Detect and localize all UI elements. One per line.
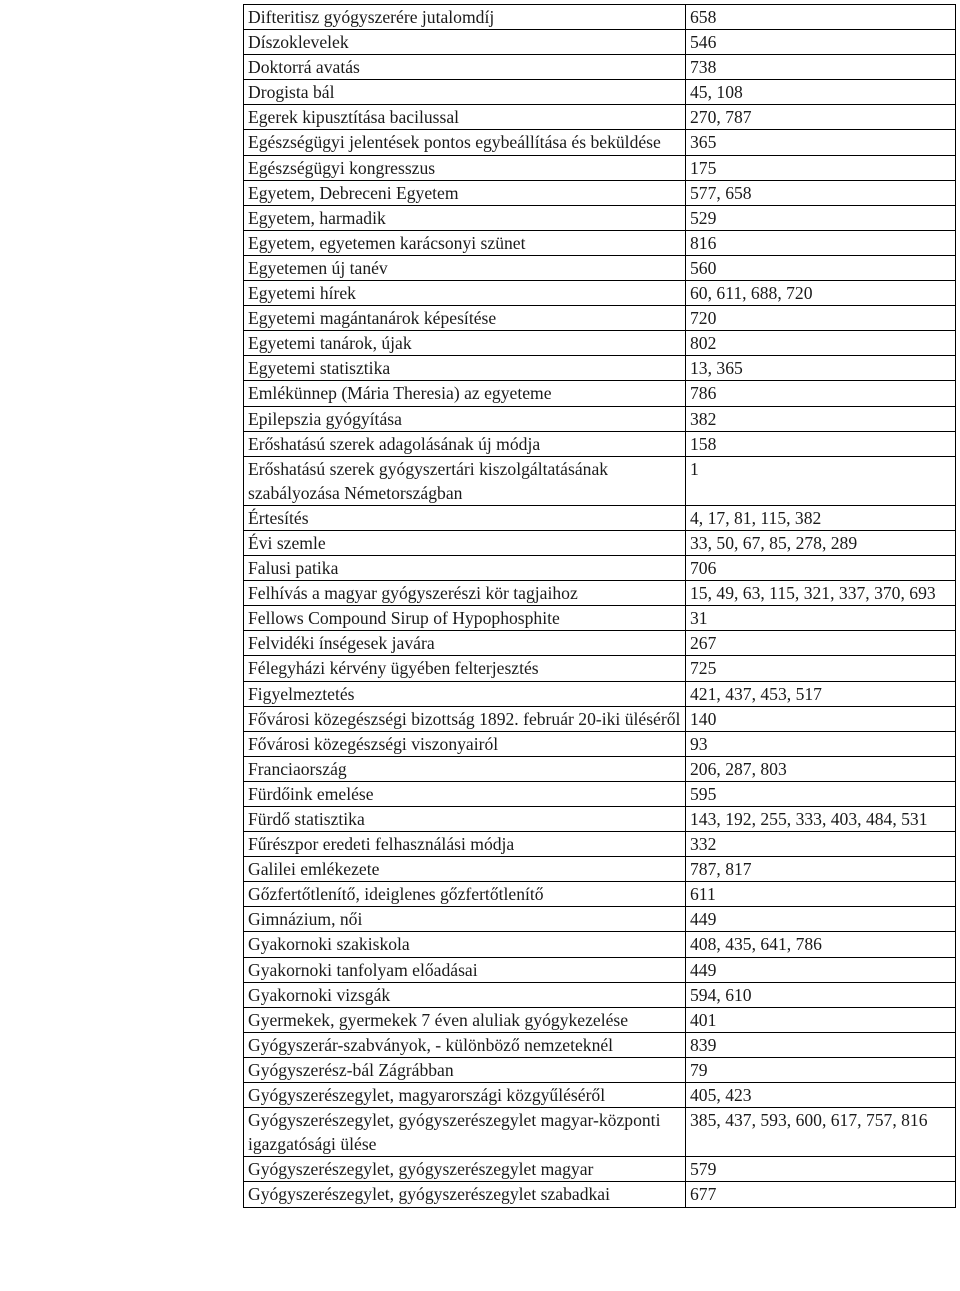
index-term: Franciaország [244, 756, 686, 781]
index-term: Egyetemi tanárok, újak [244, 331, 686, 356]
index-page-numbers: 839 [686, 1032, 956, 1057]
table-row [244, 205, 956, 230]
index-term: Fellows Compound Sirup of Hypophosphite [244, 606, 686, 631]
index-page-numbers: 267 [686, 631, 956, 656]
index-page-numbers: 725 [686, 656, 956, 681]
index-term: Gyógyszerészegylet, gyógyszerészegylet magyar-központi igazgatósági ülése [244, 1108, 686, 1157]
index-term: Felhívás a magyar gyógyszerészi kör tagjaihoz [244, 581, 686, 606]
index-page-numbers: 738 [686, 55, 956, 80]
index-term: Doktorrá avatás [244, 55, 686, 80]
index-term: Emlékünnep (Mária Theresia) az egyeteme [244, 381, 686, 406]
index-term: Erőshatású szerek adagolásának új módja [244, 431, 686, 456]
table-row [244, 1182, 956, 1207]
index-term: Gyógyszerészegylet, gyógyszerészegylet szabadkai [244, 1182, 686, 1207]
table-row [244, 530, 956, 555]
index-term: Fővárosi közegészségi viszonyairól [244, 731, 686, 756]
index-page-numbers: 595 [686, 781, 956, 806]
index-term: Egerek kipusztítása bacilussal [244, 105, 686, 130]
index-term: Fürdő statisztika [244, 807, 686, 832]
index-page-numbers: 449 [686, 907, 956, 932]
index-term: Gyakornoki vizsgák [244, 982, 686, 1007]
index-term: Egyetemen új tanév [244, 255, 686, 280]
index-page-numbers: 421, 437, 453, 517 [686, 681, 956, 706]
table-row [244, 180, 956, 205]
table-row [244, 1057, 956, 1082]
table-row [244, 230, 956, 255]
index-page-numbers: 365 [686, 130, 956, 155]
index-term: Felvidéki ínségesek javára [244, 631, 686, 656]
table-row [244, 255, 956, 280]
index-term: Galilei emlékezete [244, 857, 686, 882]
index-page-numbers: 143, 192, 255, 333, 403, 484, 531 [686, 807, 956, 832]
index-page-numbers: 816 [686, 230, 956, 255]
table-row [244, 105, 956, 130]
index-term: Gyermekek, gyermekek 7 éven aluliak gyógykezelése [244, 1007, 686, 1032]
table-row [244, 356, 956, 381]
table-row [244, 406, 956, 431]
index-term: Egyetem, Debreceni Egyetem [244, 180, 686, 205]
table-row [244, 331, 956, 356]
index-page-numbers: 60, 611, 688, 720 [686, 281, 956, 306]
table-row [244, 30, 956, 55]
index-term: Gyógyszerész-bál Zágrábban [244, 1057, 686, 1082]
table-row [244, 456, 956, 505]
index-term: Értesítés [244, 505, 686, 530]
index-page-numbers: 140 [686, 706, 956, 731]
index-page-numbers: 577, 658 [686, 180, 956, 205]
index-term: Fővárosi közegészségi bizottság 1892. február 20-iki üléséről [244, 706, 686, 731]
table-row [244, 681, 956, 706]
index-page-numbers: 786 [686, 381, 956, 406]
table-row [244, 832, 956, 857]
index-term: Egyetemi hírek [244, 281, 686, 306]
index-table [243, 4, 956, 1208]
table-row [244, 1083, 956, 1108]
index-term: Gyakornoki tanfolyam előadásai [244, 957, 686, 982]
index-page-numbers: 31 [686, 606, 956, 631]
index-term: Drogista bál [244, 80, 686, 105]
table-row [244, 807, 956, 832]
table-row [244, 80, 956, 105]
index-term: Erőshatású szerek gyógyszertári kiszolgáltatásának szabályozása Németországban [244, 456, 686, 505]
table-row [244, 55, 956, 80]
table-row [244, 656, 956, 681]
table-row [244, 505, 956, 530]
index-page-numbers: 206, 287, 803 [686, 756, 956, 781]
index-page-numbers: 720 [686, 306, 956, 331]
table-row [244, 1007, 956, 1032]
index-term: Egészségügyi kongresszus [244, 155, 686, 180]
index-page-numbers: 449 [686, 957, 956, 982]
table-row [244, 781, 956, 806]
index-page-numbers: 385, 437, 593, 600, 617, 757, 816 [686, 1108, 956, 1157]
table-row [244, 857, 956, 882]
table-row [244, 1108, 956, 1157]
table-row [244, 606, 956, 631]
index-page-numbers: 270, 787 [686, 105, 956, 130]
table-row [244, 5, 956, 30]
index-page-numbers: 560 [686, 255, 956, 280]
index-term: Félegyházi kérvény ügyében felterjesztés [244, 656, 686, 681]
index-page-numbers: 45, 108 [686, 80, 956, 105]
table-row [244, 581, 956, 606]
index-page-numbers: 706 [686, 556, 956, 581]
index-page-numbers: 175 [686, 155, 956, 180]
table-row [244, 1032, 956, 1057]
index-term: Figyelmeztetés [244, 681, 686, 706]
index-page-numbers: 579 [686, 1157, 956, 1182]
index-page-numbers: 611 [686, 882, 956, 907]
index-term: Egyetemi statisztika [244, 356, 686, 381]
index-term: Fürdőink emelése [244, 781, 686, 806]
index-page-numbers: 15, 49, 63, 115, 321, 337, 370, 693 [686, 581, 956, 606]
index-page-numbers: 401 [686, 1007, 956, 1032]
index-term: Gimnázium, női [244, 907, 686, 932]
index-page-numbers: 33, 50, 67, 85, 278, 289 [686, 530, 956, 555]
table-row [244, 130, 956, 155]
index-page-numbers: 677 [686, 1182, 956, 1207]
index-page-numbers: 93 [686, 731, 956, 756]
index-term: Gyógyszerár-szabványok, - különböző nemzeteknél [244, 1032, 686, 1057]
index-page-numbers: 158 [686, 431, 956, 456]
index-term: Fűrészpor eredeti felhasználási módja [244, 832, 686, 857]
table-row [244, 1157, 956, 1182]
index-page-numbers: 1 [686, 456, 956, 505]
index-page-numbers: 79 [686, 1057, 956, 1082]
index-term: Difteritisz gyógyszerére jutalomdíj [244, 5, 686, 30]
index-term: Egyetem, harmadik [244, 205, 686, 230]
index-page-numbers: 658 [686, 5, 956, 30]
table-row [244, 907, 956, 932]
table-row [244, 882, 956, 907]
index-page-numbers: 787, 817 [686, 857, 956, 882]
index-term: Gyakornoki szakiskola [244, 932, 686, 957]
table-row [244, 706, 956, 731]
table-row [244, 281, 956, 306]
index-page-numbers: 332 [686, 832, 956, 857]
index-term: Gyógyszerészegylet, gyógyszerészegylet magyar [244, 1157, 686, 1182]
table-row [244, 155, 956, 180]
index-term: Egészségügyi jelentések pontos egybeállítása és beküldése [244, 130, 686, 155]
index-term: Díszoklevelek [244, 30, 686, 55]
table-row [244, 431, 956, 456]
index-term: Epilepszia gyógyítása [244, 406, 686, 431]
index-page-numbers: 4, 17, 81, 115, 382 [686, 505, 956, 530]
table-row [244, 982, 956, 1007]
index-term: Egyetem, egyetemen karácsonyi szünet [244, 230, 686, 255]
table-row [244, 756, 956, 781]
index-term: Egyetemi magántanárok képesítése [244, 306, 686, 331]
index-page-numbers: 405, 423 [686, 1083, 956, 1108]
index-term: Gyógyszerészegylet, magyarországi közgyűléséről [244, 1083, 686, 1108]
index-page-numbers: 13, 365 [686, 356, 956, 381]
index-page-numbers: 382 [686, 406, 956, 431]
table-row [244, 381, 956, 406]
index-page-numbers: 594, 610 [686, 982, 956, 1007]
index-page-numbers: 802 [686, 331, 956, 356]
table-row [244, 631, 956, 656]
table-row [244, 957, 956, 982]
index-page-numbers: 408, 435, 641, 786 [686, 932, 956, 957]
table-row [244, 306, 956, 331]
table-row [244, 932, 956, 957]
index-page-numbers: 529 [686, 205, 956, 230]
index-page-numbers: 546 [686, 30, 956, 55]
index-term: Gőzfertőtlenítő, ideiglenes gőzfertőtlenítő [244, 882, 686, 907]
table-row [244, 556, 956, 581]
index-term: Falusi patika [244, 556, 686, 581]
index-table-body [244, 5, 956, 1208]
table-row [244, 731, 956, 756]
index-term: Évi szemle [244, 530, 686, 555]
